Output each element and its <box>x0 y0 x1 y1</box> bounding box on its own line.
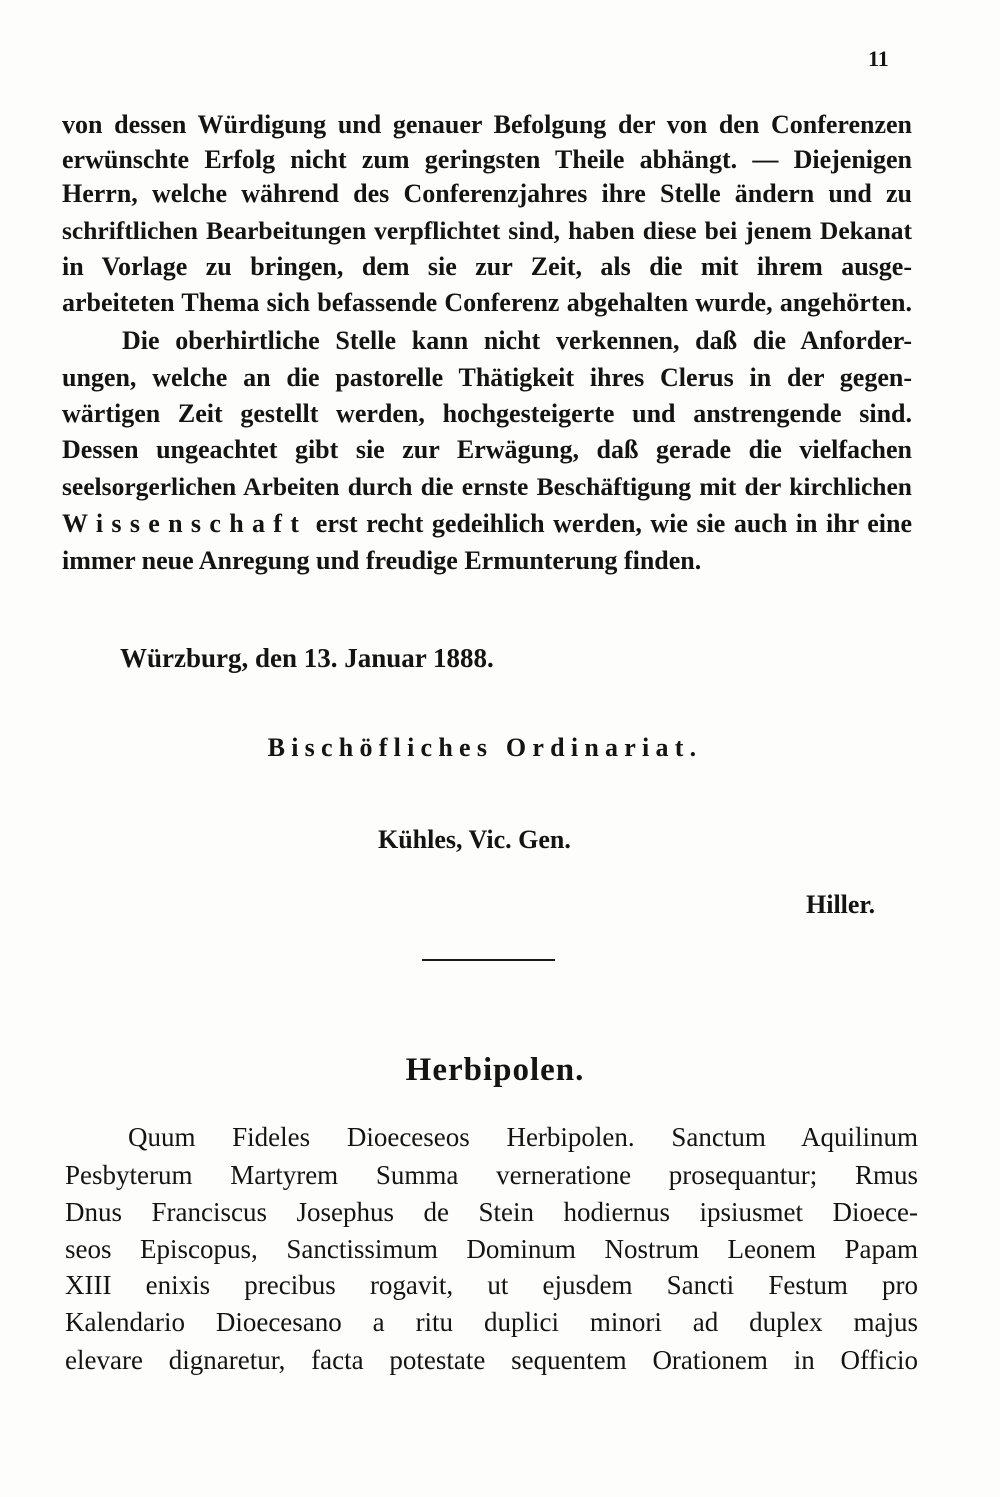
section-divider <box>422 959 555 961</box>
text-line <box>62 285 912 321</box>
text-line <box>65 1304 918 1340</box>
text-line <box>62 249 912 285</box>
text-line <box>65 1342 918 1378</box>
spaced-word: Wissenschaft <box>62 509 308 538</box>
text-line-content: Dessen ungeachtet gibt sie zur Erwägung, daß gerade die vielfachen <box>62 435 912 464</box>
line-rest: erst recht gedeihlich werden, wie sie auch in ihr eine <box>315 509 913 538</box>
signatory-secretary: Hiller. <box>806 890 876 919</box>
section-title: Herbipolen. <box>405 1052 585 1088</box>
text-line-content: wärtigen Zeit gestellt werden, hochgesteigerte und anstrengende sind. <box>62 399 912 428</box>
text-line <box>65 1267 918 1303</box>
text-line-content: seelsorgerlichen Arbeiten durch die ernste Beschäftigung mit der kirchlichen <box>62 472 912 501</box>
text-line-content: Dnus Franciscus Josephus de Stein hodiernus ipsiusmet Dioece- <box>65 1197 918 1227</box>
page-number: 11 <box>868 46 889 71</box>
text-line <box>62 506 912 542</box>
issuing-authority: Bischöfliches Ordinariat. <box>267 733 703 762</box>
text-line <box>128 1119 918 1155</box>
text-line-content: Quum Fideles Dioeceseos Herbipolen. Sanctum Aquilinum <box>128 1122 918 1152</box>
text-line-content: immer neue Anregung und freudige Ermunterung finden. <box>62 546 702 575</box>
text-line <box>122 323 912 359</box>
text-line <box>62 176 912 212</box>
text-line-content: arbeiteten Thema sich befassende Conferenz abgehalten wurde, angehörten. <box>62 288 912 317</box>
text-line-content <box>62 506 912 542</box>
text-line-content: erwünschte Erfolg nicht zum geringsten Theile abhängt. — Diejenigen <box>62 145 912 174</box>
text-line <box>65 1157 918 1193</box>
text-line <box>65 1231 918 1267</box>
text-line <box>62 469 912 505</box>
text-line-content: von dessen Würdigung und genauer Befolgung der von den Conferenzen <box>62 110 912 139</box>
text-line-content: ungen, welche an die pastorelle Thätigkeit ihres Clerus in der gegen- <box>62 363 912 392</box>
text-line <box>62 396 912 432</box>
signatory-vicar-general: Kühles, Vic. Gen. <box>378 825 571 854</box>
text-line <box>62 142 912 178</box>
text-line-content: elevare dignaretur, facta potestate sequentem Orationem in Officio <box>65 1345 918 1375</box>
text-line-content: schriftlichen Bearbeitungen verpflichtet sind, haben diese bei jenem Dekanat <box>62 216 912 245</box>
text-line <box>62 360 912 396</box>
dateline: Würzburg, den 13. Januar 1888. <box>120 643 494 673</box>
text-line-content: Herrn, welche während des Conferenzjahres ihre Stelle ändern und zu <box>62 179 912 208</box>
text-line <box>62 432 912 468</box>
text-line-content: in Vorlage zu bringen, dem sie zur Zeit, als die mit ihrem ausge- <box>62 252 912 281</box>
text-line-content: seos Episcopus, Sanctissimum Dominum Nostrum Leonem Papam <box>65 1234 918 1264</box>
text-line <box>62 213 912 249</box>
text-line <box>65 1194 918 1230</box>
text-line <box>62 107 912 143</box>
text-line-content: Die oberhirtliche Stelle kann nicht verkennen, daß die Anforder- <box>122 326 912 355</box>
text-line-content: XIII enixis precibus rogavit, ut ejusdem Sancti Festum pro <box>65 1270 918 1300</box>
text-line-content: Kalendario Dioecesano a ritu duplici minori ad duplex majus <box>65 1307 918 1337</box>
text-line-content: Pesbyterum Martyrem Summa verneratione prosequantur; Rmus <box>65 1160 918 1190</box>
text-line <box>62 543 912 579</box>
